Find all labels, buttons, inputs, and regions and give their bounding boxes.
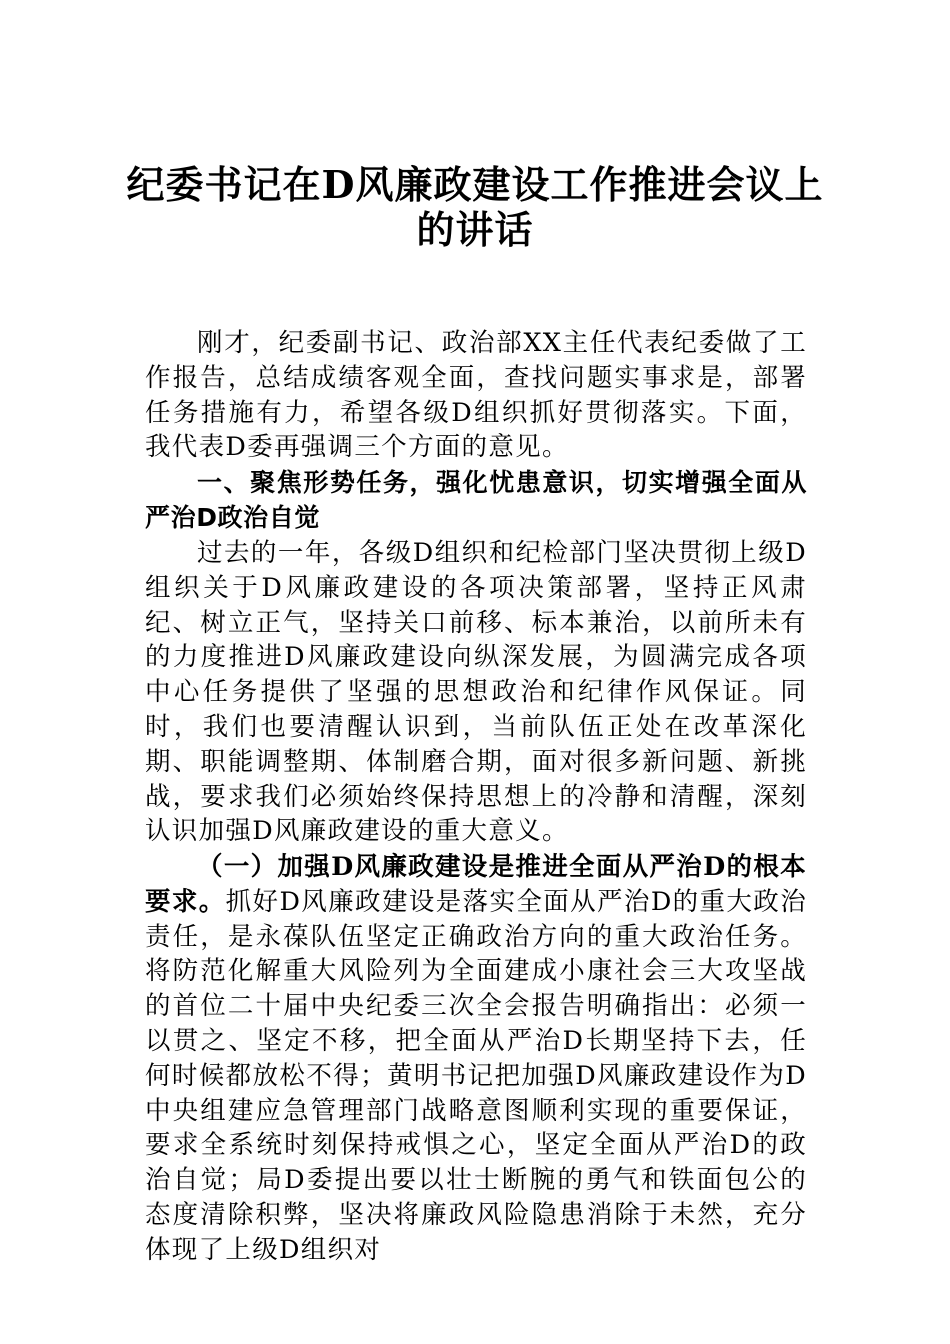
intro-paragraph: 刚才，纪委副书记、政治部XX主任代表纪委做了工作报告，总结成绩客观全面，查找问题实事求是，部署任务措施有力，希望各级D组织抓好贯彻落实。下面，我代表D委再强调三个方面的意见。	[145, 328, 807, 463]
subsection-1-body: 抓好D风廉政建设是落实全面从严治D的重大政治责任，是永葆队伍坚定正确政治方向的重大政治任务。将防范化解重大风险列为全面建成小康社会三大攻坚战的首位二十届中央纪委三次全会报告明确指出：必须一以贯之、坚定不移，把全面从严治D长期坚持下去，任何时候都放松不得；黄明书记把加强D风廉政建设作为D中央组建应急管理部门战略意图顺利实现的重要保证，要求全系统时刻保持戒惧之心，坚定全面从严治D的政治自觉；局D委提出要以壮士断腕的勇气和铁面包公的态度清除积弊，坚决将廉政风险隐患消除于未然，充分体现了上级D组织对	[145, 886, 807, 1265]
section-1-paragraph: 过去的一年，各级D组织和纪检部门坚决贯彻上级D组织关于D风廉政建设的各项决策部署，坚持正风肃纪、树立正气，坚持关口前移、标本兼治，以前所未有的力度推进D风廉政建设向纵深发展，为圆满完成各项中心任务提供了坚强的思想政治和纪律作风保证。同时，我们也要清醒认识到，当前队伍正处在改革深化期、职能调整期、体制磨合期，面对很多新问题、新挑战，要求我们必须始终保持思想上的冷静和清醒，深刻认识加强D风廉政建设的重大意义。	[145, 538, 807, 847]
document-title-line-1: 纪委书记在D风廉政建设工作推进会议上	[126, 162, 824, 207]
subsection-1-paragraph	[145, 850, 807, 1268]
subsection-heading-1: （一）加强D风廉政建设是推进全面从严治D的根本要求。	[145, 852, 807, 917]
section-heading-1: 一、聚焦形势任务，强化忧患意识，切实增强全面从严治D政治自觉	[145, 468, 807, 532]
document-title-line-2: 的讲话	[416, 207, 534, 252]
